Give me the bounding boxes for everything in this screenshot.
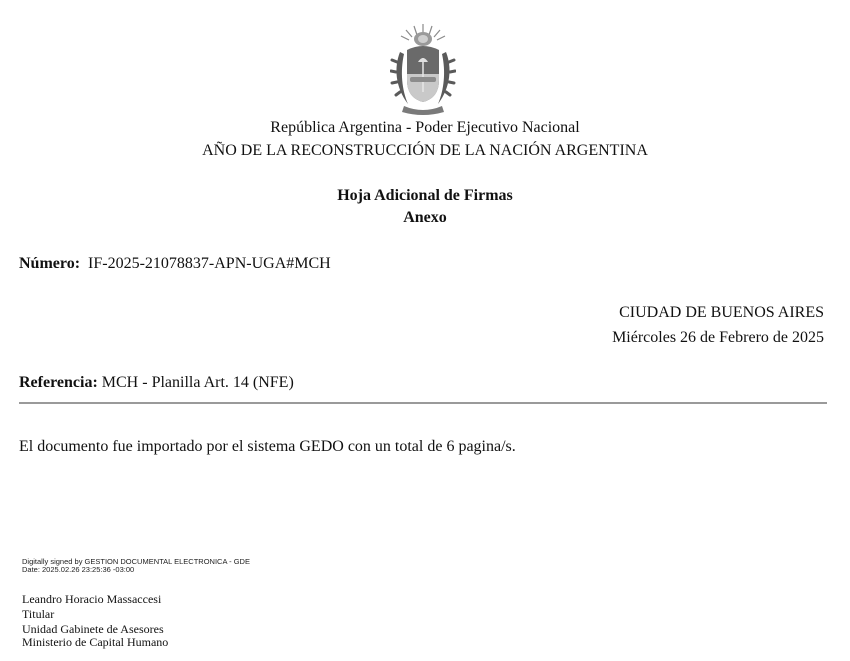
header-line-1: República Argentina - Poder Ejecutivo Nacional	[270, 119, 580, 136]
digital-signature-line: Digitally signed by GESTION DOCUMENTAL ELECTRONICA - GDE	[22, 557, 250, 566]
divider	[19, 402, 827, 404]
body-text: El documento fue importado por el sistema GEDO con un total de 6 pagina/s.	[19, 438, 516, 455]
signer-role: Titular	[22, 607, 55, 621]
digital-signature-block	[22, 558, 250, 574]
referencia-row	[19, 374, 294, 392]
city: CIUDAD DE BUENOS AIRES	[619, 304, 824, 321]
numero-row	[19, 255, 331, 273]
digital-signature-date: Date: 2025.02.26 23:25:36 -03:00	[22, 565, 135, 574]
signer-name: Leandro Horacio Massaccesi	[22, 592, 162, 606]
signer-unit: Unidad Gabinete de Asesores	[22, 622, 164, 636]
numero-label: Número:	[19, 255, 81, 272]
signer-block	[22, 592, 168, 650]
document-subtitle: Anexo	[403, 209, 447, 226]
signer-ministry: Ministerio de Capital Humano	[22, 635, 169, 649]
referencia-label: Referencia:	[19, 374, 98, 391]
date: Miércoles 26 de Febrero de 2025	[612, 329, 824, 346]
referencia-value: MCH - Planilla Art. 14 (NFE)	[101, 374, 294, 391]
numero-value: IF-2025-21078837-APN-UGA#MCH	[88, 255, 331, 272]
coat-of-arms-emblem	[390, 22, 456, 118]
document-title: Hoja Adicional de Firmas	[337, 187, 513, 204]
header-line-2: AÑO DE LA RECONSTRUCCIÓN DE LA NACIÓN ARGENTINA	[202, 142, 648, 159]
